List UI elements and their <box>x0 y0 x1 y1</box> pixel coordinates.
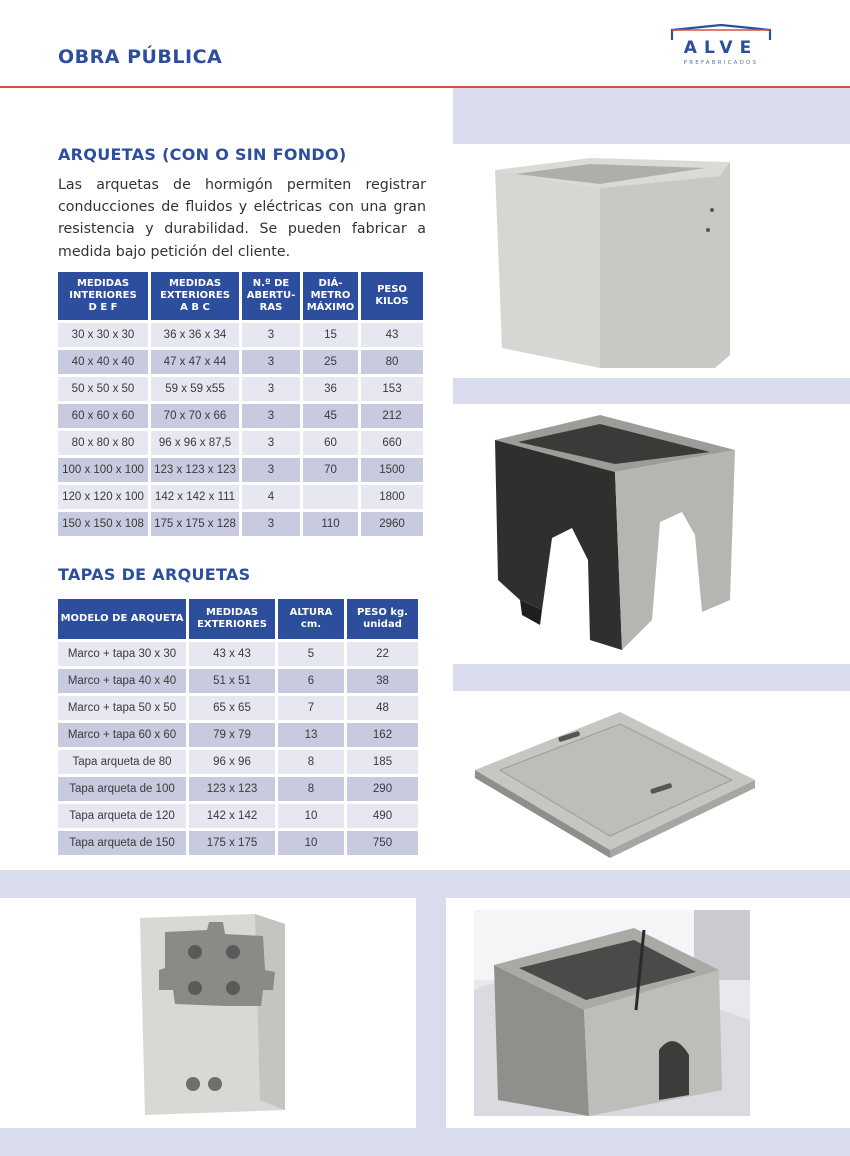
arqueta-box-photo <box>480 150 780 378</box>
arquetas-intro: Las arquetas de hormigón permiten registrar conducciones de fluidos y eléctricas con una gran resistencia y durabilidad. Se pueden fabricar a medida bajo petición del cliente. <box>58 177 426 260</box>
tapas-header-cell <box>189 599 275 639</box>
arqueta-arch-photo <box>490 410 750 660</box>
arquetas-header-line: MÁXIMO <box>306 302 355 313</box>
tapas-header-line: cm. <box>300 619 322 630</box>
table-cell: 15 <box>303 323 358 347</box>
table-cell: 120 x 120 x 100 <box>58 485 148 509</box>
table-row <box>58 485 423 509</box>
arqueta-block-photo <box>135 910 290 1122</box>
table-cell: 212 <box>361 404 423 428</box>
tapas-table <box>55 596 421 858</box>
table-cell: 22 <box>347 642 418 666</box>
arqueta-outdoor-photo <box>474 910 750 1116</box>
tapas-header-cell <box>58 599 186 639</box>
table-cell: Tapa arqueta de 150 <box>58 831 186 855</box>
table-cell: 2960 <box>361 512 423 536</box>
table-cell: 70 x 70 x 66 <box>151 404 239 428</box>
table-cell: 7 <box>278 696 344 720</box>
table-cell: 142 x 142 x 111 <box>151 485 239 509</box>
table-cell: 660 <box>361 431 423 455</box>
table-cell: 47 x 47 x 44 <box>151 350 239 374</box>
table-cell: Marco + tapa 40 x 40 <box>58 669 186 693</box>
band-top-right <box>453 88 850 144</box>
table-cell: 3 <box>242 431 300 455</box>
table-cell: 60 <box>303 431 358 455</box>
table-cell: 6 <box>278 669 344 693</box>
table-cell: 13 <box>278 723 344 747</box>
arquetas-header-line: MEDIDAS <box>168 278 222 289</box>
table-cell: 153 <box>361 377 423 401</box>
table-cell: 8 <box>278 777 344 801</box>
table-cell: 40 x 40 x 40 <box>58 350 148 374</box>
table-row <box>58 831 418 855</box>
table-row <box>58 696 418 720</box>
table-cell: 96 x 96 <box>189 750 275 774</box>
band-bottom-strip <box>0 870 850 898</box>
table-cell: 290 <box>347 777 418 801</box>
table-cell: 10 <box>278 831 344 855</box>
table-cell: 48 <box>347 696 418 720</box>
table-cell: 175 x 175 x 128 <box>151 512 239 536</box>
arquetas-header-line: RAS <box>259 302 283 313</box>
table-cell: Tapa arqueta de 120 <box>58 804 186 828</box>
arquetas-header-line: MEDIDAS <box>76 278 130 289</box>
tapas-header-cell <box>278 599 344 639</box>
tapas-header-line: MEDIDAS <box>205 607 259 618</box>
table-row <box>58 777 418 801</box>
arquetas-header-line: EXTERIORES <box>160 290 230 301</box>
table-cell: Tapa arqueta de 100 <box>58 777 186 801</box>
arqueta-cover-photo <box>470 700 760 860</box>
arquetas-header-line: INTERIORES <box>69 290 137 301</box>
arquetas-header-line: A B C <box>180 302 210 313</box>
tapas-header-line: EXTERIORES <box>197 619 267 630</box>
arquetas-header-line: KILOS <box>375 296 409 307</box>
table-cell: 30 x 30 x 30 <box>58 323 148 347</box>
table-cell: 10 <box>278 804 344 828</box>
tapas-header-line: MODELO DE ARQUETA <box>60 613 184 624</box>
table-cell: Marco + tapa 50 x 50 <box>58 696 186 720</box>
table-cell: 51 x 51 <box>189 669 275 693</box>
table-cell: 123 x 123 <box>189 777 275 801</box>
table-cell: 3 <box>242 512 300 536</box>
table-row <box>58 323 423 347</box>
arquetas-header-cell <box>242 272 300 320</box>
table-cell: 50 x 50 x 50 <box>58 377 148 401</box>
table-row <box>58 404 423 428</box>
band-mid-right-1 <box>453 378 850 404</box>
arquetas-header-line: N.º DE <box>252 278 290 289</box>
table-cell: 5 <box>278 642 344 666</box>
table-row <box>58 377 423 401</box>
table-cell: 100 x 100 x 100 <box>58 458 148 482</box>
table-row <box>58 750 418 774</box>
arquetas-table <box>55 269 426 539</box>
table-cell: 80 <box>361 350 423 374</box>
table-row <box>58 669 418 693</box>
tapas-header-line: ALTURA <box>289 607 333 618</box>
table-row <box>58 723 418 747</box>
table-cell: 490 <box>347 804 418 828</box>
table-row <box>58 458 423 482</box>
arquetas-heading: ARQUETAS (CON O SIN FONDO) <box>58 145 347 164</box>
table-cell: 175 x 175 <box>189 831 275 855</box>
table-cell: 110 <box>303 512 358 536</box>
table-cell: 1500 <box>361 458 423 482</box>
tapas-header-line: PESO kg. <box>357 607 408 618</box>
table-cell: 36 x 36 x 34 <box>151 323 239 347</box>
arquetas-header-row <box>58 272 423 320</box>
table-cell: 4 <box>242 485 300 509</box>
table-cell: 70 <box>303 458 358 482</box>
table-cell: 150 x 150 x 108 <box>58 512 148 536</box>
table-row <box>58 642 418 666</box>
table-cell: 60 x 60 x 60 <box>58 404 148 428</box>
table-cell: 185 <box>347 750 418 774</box>
arquetas-header-line: DIÁ- <box>318 278 343 289</box>
table-cell: 65 x 65 <box>189 696 275 720</box>
table-cell: 3 <box>242 404 300 428</box>
arquetas-header-line: ABERTU- <box>246 290 296 301</box>
tapas-header-cell <box>347 599 418 639</box>
table-cell: 25 <box>303 350 358 374</box>
table-cell: Marco + tapa 30 x 30 <box>58 642 186 666</box>
band-footer <box>0 1128 850 1156</box>
table-cell: 43 x 43 <box>189 642 275 666</box>
table-cell: 43 <box>361 323 423 347</box>
arquetas-header-cell <box>361 272 423 320</box>
table-cell: 38 <box>347 669 418 693</box>
table-row <box>58 804 418 828</box>
table-cell: 96 x 96 x 87,5 <box>151 431 239 455</box>
arquetas-body <box>58 323 423 536</box>
table-cell: 3 <box>242 323 300 347</box>
table-cell: 162 <box>347 723 418 747</box>
table-cell: 3 <box>242 377 300 401</box>
table-cell: 3 <box>242 458 300 482</box>
band-mid-right-2 <box>453 664 850 691</box>
band-gutter <box>416 898 446 1128</box>
alve-logo <box>666 22 776 72</box>
table-cell: 45 <box>303 404 358 428</box>
table-cell: 59 x 59 x55 <box>151 377 239 401</box>
table-cell: 142 x 142 <box>189 804 275 828</box>
arquetas-header-cell <box>58 272 148 320</box>
page-title: OBRA PÚBLICA <box>58 46 223 68</box>
table-cell: 3 <box>242 350 300 374</box>
arquetas-header-line: PESO <box>377 284 407 295</box>
table-cell: 8 <box>278 750 344 774</box>
table-cell: 123 x 123 x 123 <box>151 458 239 482</box>
table-cell: 80 x 80 x 80 <box>58 431 148 455</box>
arquetas-header-cell <box>151 272 239 320</box>
table-cell: 1800 <box>361 485 423 509</box>
tapas-body <box>58 642 418 855</box>
table-cell: Tapa arqueta de 80 <box>58 750 186 774</box>
logo-subtitle: PREFABRICADOS <box>683 60 759 66</box>
table-cell: Marco + tapa 60 x 60 <box>58 723 186 747</box>
table-row <box>58 512 423 536</box>
table-row <box>58 350 423 374</box>
table-cell: 36 <box>303 377 358 401</box>
arquetas-header-line: D E F <box>88 302 118 313</box>
tapas-heading: TAPAS DE ARQUETAS <box>58 565 251 584</box>
tapas-header-row <box>58 599 418 639</box>
logo-wordmark: ALVE <box>683 38 759 58</box>
table-cell <box>303 485 358 509</box>
table-cell: 750 <box>347 831 418 855</box>
table-cell: 79 x 79 <box>189 723 275 747</box>
arquetas-header-cell <box>303 272 358 320</box>
arquetas-header-line: METRO <box>310 290 351 301</box>
table-row <box>58 431 423 455</box>
tapas-header-line: unidad <box>363 619 402 630</box>
